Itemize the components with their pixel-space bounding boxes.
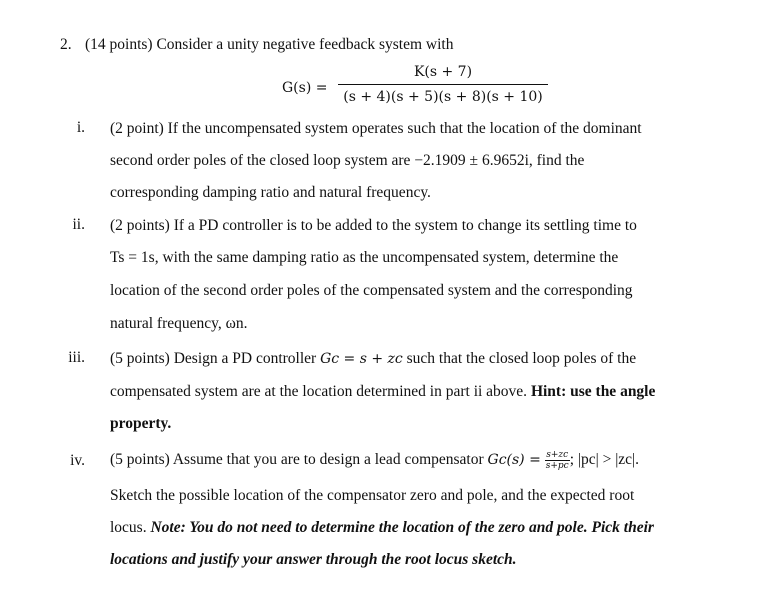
part-iv-numeral: iv. (70, 452, 85, 469)
part-iv-line-1 (110, 450, 639, 471)
equation-numerator: K(s + 7) (413, 64, 473, 80)
note-text: Note: You do not need to determine the location of the zero and pole. Pick their (150, 519, 654, 536)
part-i-line-1: (2 point) If the uncompensated system operates such that the location of the dominant (110, 120, 642, 137)
part-iii-line-2 (110, 382, 655, 402)
equation-lhs: G(s) = (282, 80, 328, 96)
part-i-numeral: i. (76, 119, 85, 136)
part-ii-line-4: natural frequency, ωn. (110, 315, 248, 332)
part-iv-line-3 (110, 518, 654, 538)
question-intro: (14 points) Consider a unity negative feedback system with (85, 36, 454, 53)
hint-text: Hint: use the angle (530, 383, 656, 400)
part-i-line-3: corresponding damping ratio and natural frequency. (110, 184, 431, 201)
part-iii-line-1-text-b: such that the closed loop poles of the (402, 350, 637, 367)
part-ii-numeral: ii. (72, 216, 85, 233)
part-ii-line-2: Ts = 1s, with the same damping ratio as the uncompensated system, determine the (110, 249, 619, 266)
part-iii-line-2-text: compensated system are at the location determined in part ii above. (110, 383, 531, 400)
equation-denominator: (s + 4)(s + 5)(s + 8)(s + 10) (343, 89, 543, 105)
part-ii-line-3: location of the second order poles of the compensated system and the corresponding (110, 282, 633, 299)
part-i-line-2: second order poles of the closed loop system are −2.1909 ± 6.9652i, find the (110, 152, 585, 169)
lead-fraction-denominator: s+pc (545, 461, 569, 471)
lead-fraction-numerator: s+zc (546, 450, 569, 460)
fraction-bar (338, 84, 548, 85)
part-iii-line-3: property. (110, 415, 172, 432)
part-iv-line-2: Sketch the possible location of the compensator zero and pole, and the expected root (110, 487, 635, 504)
part-iv-line-4: locations and justify your answer through the root locus sketch. (110, 551, 517, 568)
part-iv-line-1-text-b: ; |pc| > |zc|. (569, 451, 640, 469)
part-iii-numeral: iii. (68, 349, 85, 366)
part-iv-line-1-text-a: (5 points) Assume that you are to design a lead compensator (110, 451, 488, 469)
part-ii-line-1: (2 points) If a PD controller is to be added to the system to change its settling time to (110, 217, 637, 234)
lead-compensator-fraction (545, 450, 570, 471)
part-iii-line-1 (110, 349, 636, 369)
question-number: 2. (60, 36, 72, 53)
pd-controller-expression: Gc = s + zc (320, 351, 403, 367)
lead-compensator-expression: Gc(s) = (487, 452, 541, 469)
part-iv-line-3-text: locus. (110, 519, 151, 536)
equation-fraction (338, 62, 548, 107)
part-iii-line-1-text-a: (5 points) Design a PD controller (110, 350, 321, 367)
